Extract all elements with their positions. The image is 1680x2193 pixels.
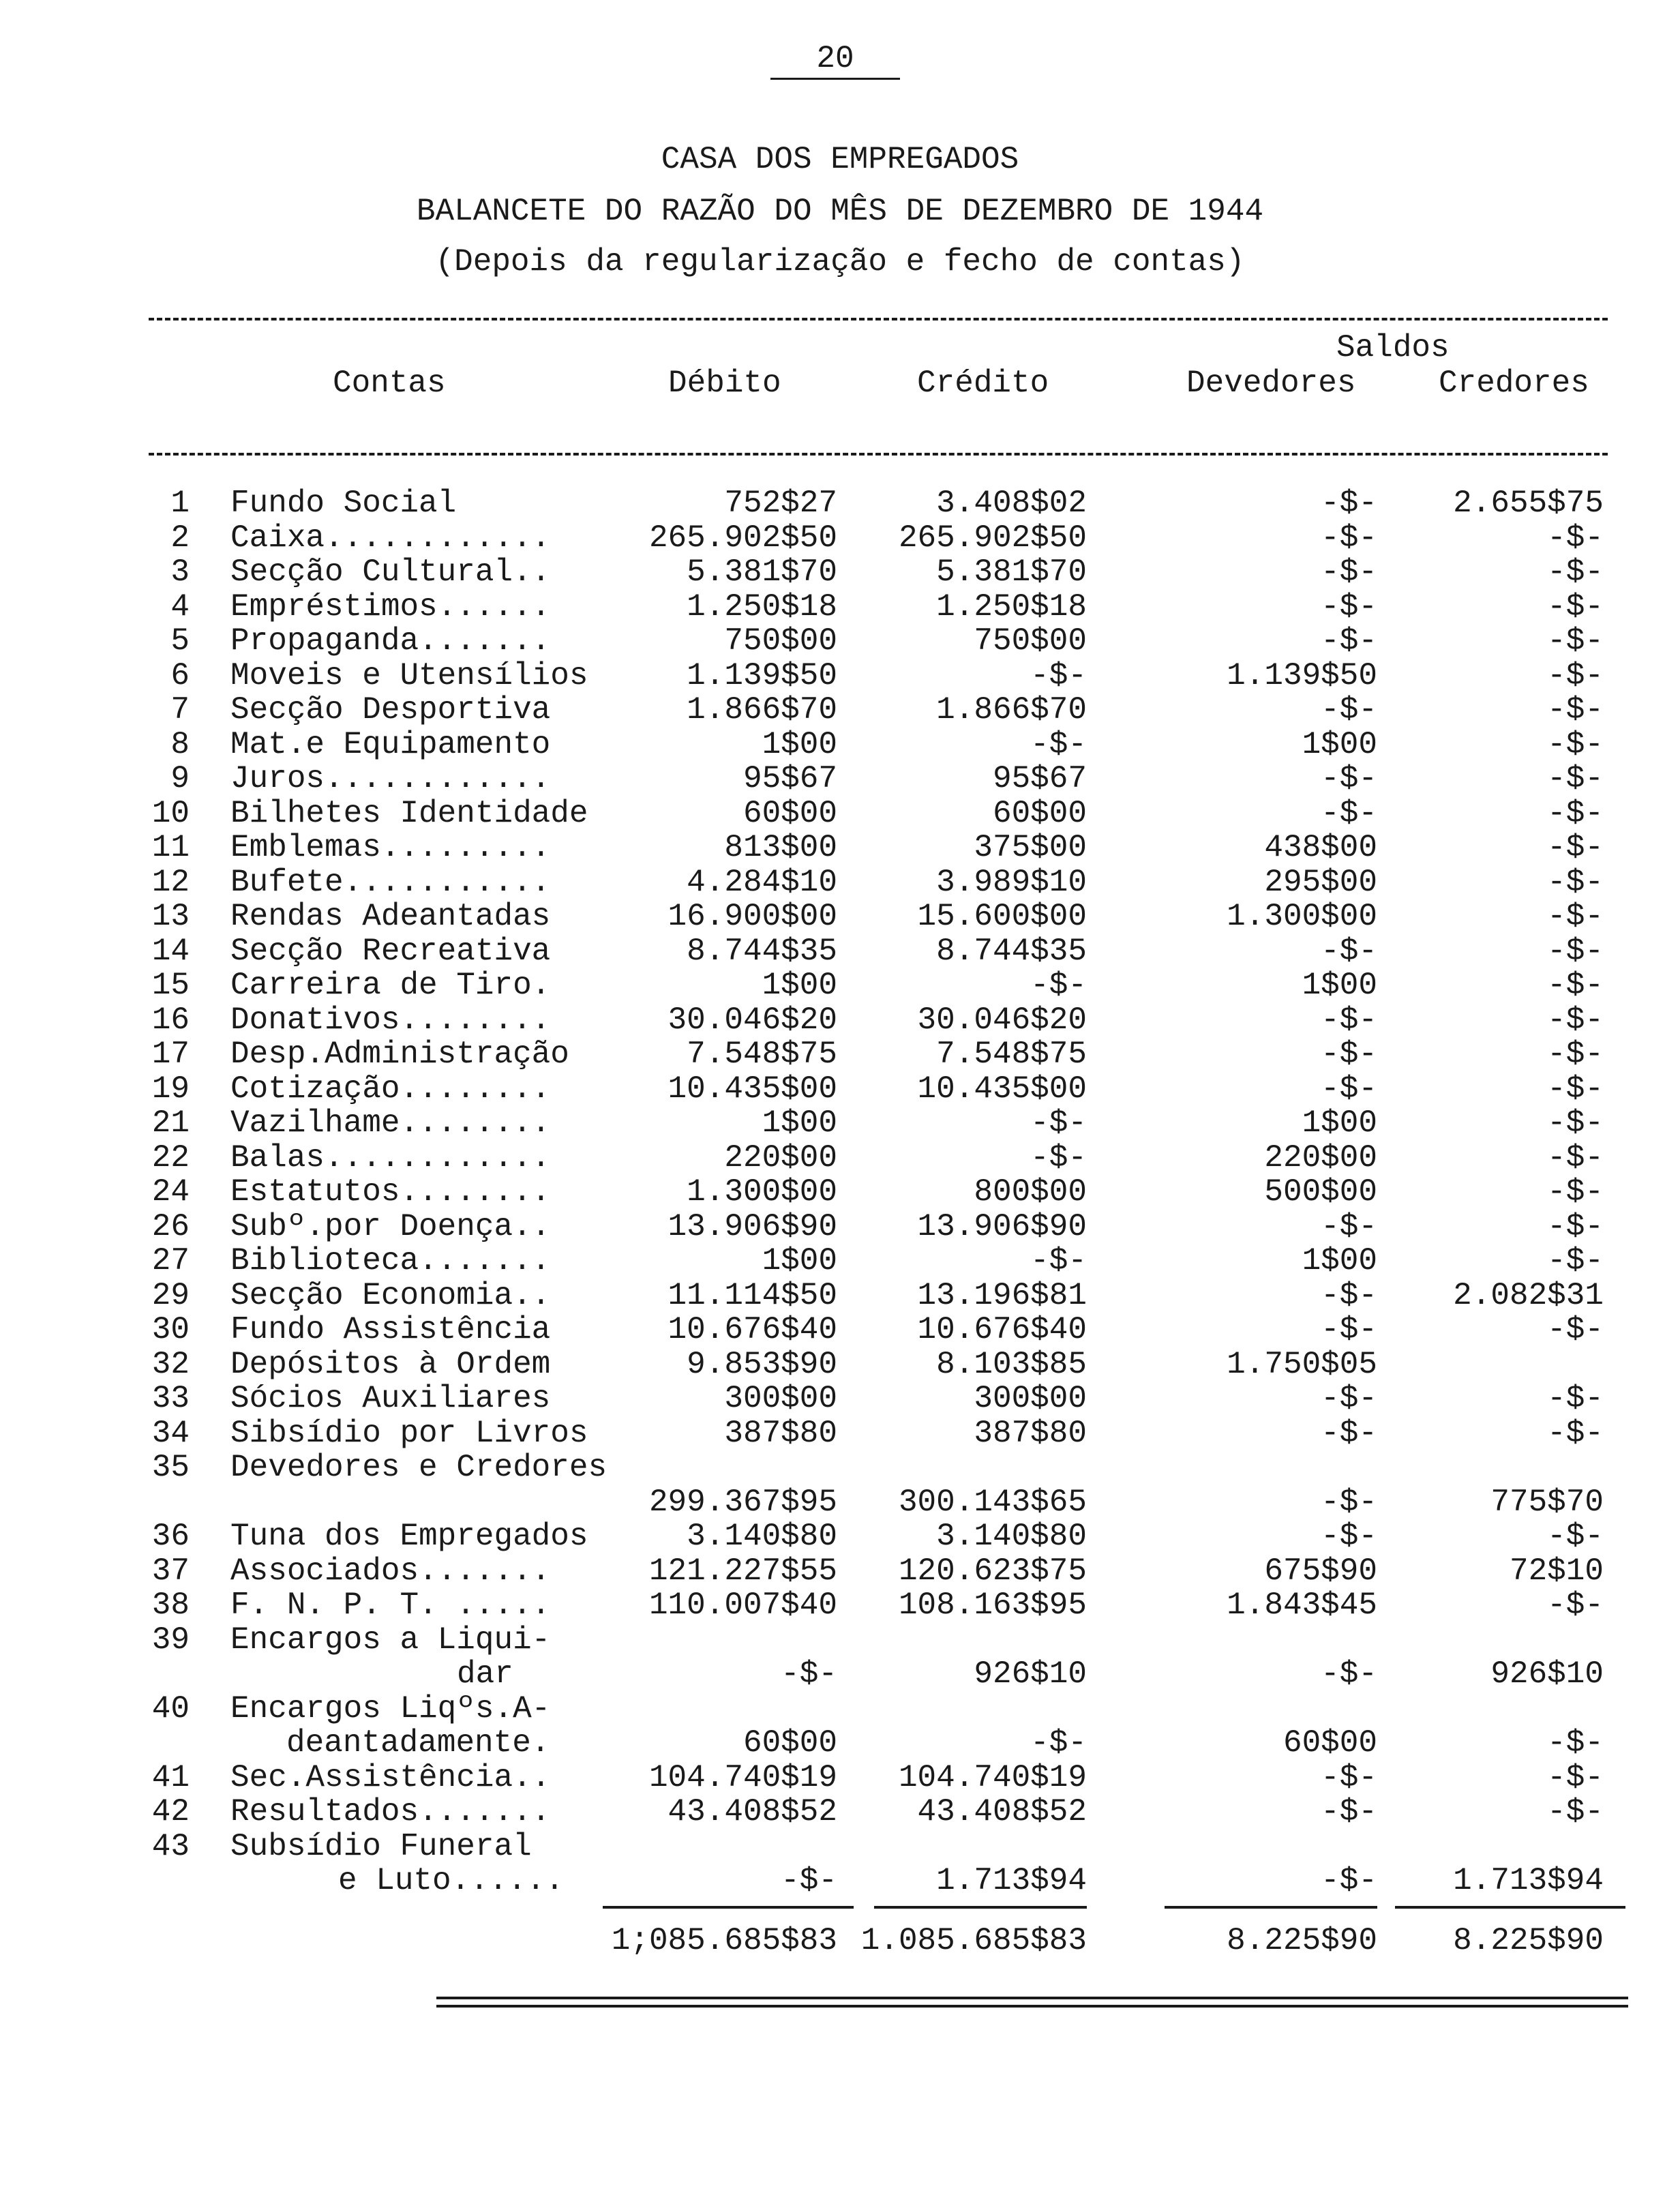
table-row [0,968,1680,1002]
debito-value: 1$00 [762,1243,837,1279]
credito-value: 15.600$00 [917,899,1087,934]
account-name: Sócios Auxiliares [230,1381,551,1416]
credito-value: 60$00 [992,795,1087,831]
credito-value: 7.548$75 [936,1036,1087,1072]
debito-value: 104.740$19 [648,1759,837,1795]
account-name: Sec.Assistência.. [230,1759,551,1795]
credito-value: 10.676$40 [917,1312,1087,1347]
page-number-underline [770,78,900,80]
saldo-credor-value: -$- [1547,1243,1604,1279]
account-number: 14 [151,933,190,969]
debito-value: 1$00 [762,968,837,1003]
table-row [0,1002,1680,1037]
table-row [0,1243,1680,1278]
credito-value: 3.408$02 [936,486,1087,521]
account-name: Vazilhame........ [230,1105,551,1141]
account-name: Donativos........ [230,1002,551,1038]
account-name: Balas............ [230,1139,551,1176]
document-note: (Depois da regularização e fecho de contas) [435,244,1245,280]
saldo-devedor-value: 1.139$50 [1227,657,1377,693]
debito-value: 750$00 [724,623,837,659]
account-number: 21 [151,1105,190,1141]
saldo-devedor-value: 1.843$45 [1227,1587,1377,1623]
credito-value: -$- [1030,1139,1087,1176]
saldo-credor-value: -$- [1547,830,1604,865]
account-number: 17 [151,1036,190,1072]
saldo-credor-value: -$- [1547,1519,1604,1554]
saldo-credor-value: -$- [1547,1002,1604,1038]
saldo-credor-value: -$- [1547,795,1604,831]
table-row [0,520,1680,555]
total-debito: 1;085.685$83 [611,1923,837,1958]
header-devedores: Devedores [1186,366,1356,401]
account-number: 3 [170,554,190,590]
header-saldos: Saldos [1336,330,1450,366]
credito-value: 43.408$52 [917,1794,1087,1830]
account-number: 32 [151,1346,190,1382]
saldo-devedor-value: 1$00 [1302,1243,1377,1279]
saldo-devedor-value: -$- [1321,795,1377,831]
account-name: Fundo Social [230,486,457,521]
saldo-credor-value: 926$10 [1490,1656,1604,1692]
saldo-credor-value: 1.713$94 [1453,1863,1604,1898]
account-name: Bufete........... [230,864,551,900]
account-number: 39 [151,1622,190,1658]
saldo-credor-value: -$- [1547,520,1604,556]
saldo-devedor-value: 1.300$00 [1227,899,1377,934]
credito-value: -$- [1030,1243,1087,1279]
debito-value: 16.900$00 [668,899,837,934]
saldo-devedor-value: -$- [1321,692,1377,728]
debito-value: 43.408$52 [668,1794,837,1830]
page-number: 20 [816,41,854,76]
saldo-devedor-value: 675$90 [1264,1553,1377,1589]
account-name: Depósitos à Ordem [230,1346,551,1382]
table-row [0,1794,1680,1829]
account-name: Emblemas......... [230,830,551,865]
debito-value: 752$27 [724,486,837,521]
account-name: Desp.Administração [230,1036,569,1072]
account-number: 8 [170,726,190,762]
table-row [0,1691,1680,1760]
debito-value: 10.676$40 [668,1312,837,1347]
account-number: 5 [170,623,190,659]
account-number: 43 [151,1828,190,1864]
saldo-devedor-value: -$- [1321,1277,1377,1313]
table-row [0,899,1680,934]
total-credores: 8.225$90 [1453,1923,1604,1958]
header-credores: Credores [1439,366,1589,401]
credito-value: 95$67 [992,761,1087,796]
account-number: 11 [151,830,190,865]
credito-value: 1.866$70 [936,692,1087,728]
saldo-credor-value: -$- [1547,1725,1604,1761]
table-row [0,1105,1680,1140]
credito-value: 750$00 [974,623,1087,659]
account-name: Propaganda....... [230,623,551,659]
saldo-credor-value: -$- [1547,968,1604,1003]
debito-value: 7.548$75 [687,1036,837,1072]
account-number: 35 [151,1450,190,1485]
account-name: Devedores e Credores [230,1450,608,1485]
credito-value: 13.196$81 [917,1277,1087,1313]
account-number: 12 [151,864,190,900]
total-devedores: 8.225$90 [1227,1923,1377,1958]
saldo-devedor-value: -$- [1321,554,1377,590]
account-name: Associados....... [230,1553,551,1589]
account-number: 41 [151,1759,190,1795]
saldo-credor-value: -$- [1547,1794,1604,1830]
saldo-devedor-value: 295$00 [1264,864,1377,900]
debito-value: 4.284$10 [687,864,837,900]
account-name: Biblioteca....... [230,1243,551,1279]
saldo-devedor-value: -$- [1321,1381,1377,1416]
saldo-devedor-value: -$- [1321,486,1377,521]
saldo-credor-value: 72$10 [1509,1553,1604,1589]
saldo-devedor-value: 60$00 [1282,1725,1377,1761]
saldo-devedor-value: -$- [1321,1208,1377,1244]
saldo-credor-value: -$- [1547,1381,1604,1416]
account-number: 33 [151,1381,190,1416]
account-name: Juros............ [230,761,551,796]
account-name-continuation: dar [457,1656,513,1692]
table-row [0,589,1680,624]
debito-value: -$- [781,1656,837,1692]
saldo-credor-value: -$- [1547,899,1604,934]
debito-value: 265.902$50 [648,520,837,556]
saldo-devedor-value: -$- [1321,1312,1377,1347]
debito-value: 10.435$00 [668,1071,837,1107]
table-row [0,1760,1680,1795]
saldo-devedor-value: 1$00 [1302,968,1377,1003]
credito-value: 120.623$75 [898,1553,1087,1589]
sum-rule-debito [603,1906,854,1909]
credito-value: -$- [1030,726,1087,762]
saldo-devedor-value: -$- [1321,1519,1377,1554]
account-number: 1 [170,486,190,521]
table-row [0,1829,1680,1898]
debito-value: 300$00 [724,1381,837,1416]
saldo-devedor-value: -$- [1321,623,1377,659]
saldo-credor-value: -$- [1547,726,1604,762]
account-number: 34 [151,1415,190,1451]
account-name: Encargos Liqºs.A- [230,1690,551,1727]
debito-value: 60$00 [742,1725,837,1761]
credito-value: 1.250$18 [936,588,1087,625]
credito-value: 8.744$35 [936,933,1087,969]
account-name: Subsídio Funeral [230,1828,532,1864]
saldo-credor-value: -$- [1547,1105,1604,1141]
saldo-credor-value: -$- [1547,1036,1604,1072]
debito-value: 1.300$00 [687,1174,837,1210]
table-row [0,865,1680,899]
saldo-credor-value: 2.082$31 [1453,1277,1604,1313]
debito-value: 1$00 [762,1105,837,1141]
debito-value: 1.139$50 [687,657,837,693]
saldo-devedor-value: -$- [1321,761,1377,796]
account-name: Caixa............ [230,520,551,556]
debito-value: 110.007$40 [648,1587,837,1623]
credito-value: 265.902$50 [898,520,1087,556]
saldo-devedor-value: -$- [1321,1484,1377,1520]
table-row [0,554,1680,589]
saldo-credor-value: -$- [1547,692,1604,728]
account-number: 24 [151,1174,190,1210]
saldo-devedor-value: -$- [1321,1656,1377,1692]
debito-value: 220$00 [724,1139,837,1176]
table-row [0,1381,1680,1416]
table-row [0,1140,1680,1175]
saldo-devedor-value: -$- [1321,1071,1377,1107]
debito-value: 8.744$35 [687,933,837,969]
saldo-devedor-value: -$- [1321,933,1377,969]
saldo-credor-value: -$- [1547,933,1604,969]
account-number: 15 [151,968,190,1003]
saldo-credor-value: -$- [1547,1139,1604,1176]
table-row [0,1519,1680,1553]
account-name-continuation: deantadamente. [286,1725,550,1761]
account-number: 30 [151,1312,190,1347]
sum-rule-devedores [1165,1906,1377,1909]
account-name: Moveis e Utensílios [230,657,588,693]
account-number: 37 [151,1553,190,1589]
credito-value: 3.140$80 [936,1519,1087,1554]
account-name: Estatutos........ [230,1174,551,1210]
saldo-devedor-value: -$- [1321,588,1377,625]
account-name: Subº.por Doença.. [230,1208,551,1244]
credito-value: 30.046$20 [917,1002,1087,1038]
double-rule-top [436,1997,1628,1999]
saldo-credor-value: -$- [1547,623,1604,659]
saldo-credor-value: -$- [1547,588,1604,625]
credito-value: 3.989$10 [936,864,1087,900]
total-credito: 1.085.685$83 [860,1923,1087,1958]
account-name: Cotização........ [230,1071,551,1107]
table-row [0,1450,1680,1519]
credito-value: 300.143$65 [898,1484,1087,1520]
account-number: 38 [151,1587,190,1623]
saldo-credor-value: -$- [1547,1759,1604,1795]
account-name: Resultados....... [230,1794,551,1830]
credito-value: 108.163$95 [898,1587,1087,1623]
account-name: Fundo Assistência [230,1312,551,1347]
account-name: Rendas Adeantadas [230,899,551,934]
debito-value: 9.853$90 [687,1346,837,1382]
table-row [0,727,1680,762]
document-subtitle: BALANCETE DO RAZÃO DO MÊS DE DEZEMBRO DE 1944 [416,194,1264,229]
account-number: 29 [151,1277,190,1313]
account-name-continuation: e Luto...... [338,1863,565,1898]
credito-value: 13.906$90 [917,1208,1087,1244]
account-number: 10 [151,795,190,831]
credito-value: 926$10 [974,1656,1087,1692]
credito-value: 387$80 [974,1415,1087,1451]
saldo-devedor-value: -$- [1321,1759,1377,1795]
saldo-devedor-value: 1$00 [1302,1105,1377,1141]
account-number: 4 [170,588,190,625]
sum-rule-credores [1395,1906,1625,1909]
debito-value: 30.046$20 [668,1002,837,1038]
credito-value: -$- [1030,657,1087,693]
table-row [0,692,1680,727]
account-name: Tuna dos Empregados [230,1519,588,1554]
account-number: 7 [170,692,190,728]
account-name: Secção Desportiva [230,692,551,728]
account-name: Bilhetes Identidade [230,795,588,831]
credito-value: 5.381$70 [936,554,1087,590]
debito-value: 5.381$70 [687,554,837,590]
table-row [0,830,1680,865]
table-row [0,1587,1680,1622]
saldo-devedor-value: -$- [1321,520,1377,556]
saldo-devedor-value: 1$00 [1302,726,1377,762]
account-number: 19 [151,1071,190,1107]
table-row [0,1622,1680,1691]
account-number: 27 [151,1243,190,1279]
credito-value: 800$00 [974,1174,1087,1210]
table-row [0,796,1680,831]
table-row [0,1071,1680,1106]
account-name: Carreira de Tiro. [230,968,551,1003]
saldo-devedor-value: 438$00 [1264,830,1377,865]
table-row [0,934,1680,968]
debito-value: 387$80 [724,1415,837,1451]
saldo-credor-value: 2.655$75 [1453,486,1604,521]
table-row [0,1416,1680,1450]
credito-value: -$- [1030,1105,1087,1141]
debito-value: 1$00 [762,726,837,762]
account-number: 22 [151,1139,190,1176]
table-row [0,1347,1680,1382]
account-name: Empréstimos...... [230,588,551,625]
account-name: Secção Cultural.. [230,554,551,590]
credito-value: 1.713$94 [936,1863,1087,1898]
table-row [0,658,1680,693]
header-top-rule [149,318,1608,320]
debito-value: 3.140$80 [687,1519,837,1554]
saldo-credor-value: -$- [1547,1071,1604,1107]
debito-value: 1.250$18 [687,588,837,625]
debito-value: 299.367$95 [648,1484,837,1520]
account-name: Sibsídio por Livros [230,1415,588,1451]
account-number: 9 [170,761,190,796]
saldo-devedor-value: 1.750$05 [1227,1346,1377,1382]
debito-value: 813$00 [724,830,837,865]
account-number: 26 [151,1208,190,1244]
table-row [0,761,1680,796]
account-number: 16 [151,1002,190,1038]
double-rule-bottom [436,2005,1628,2008]
saldo-credor-value: 775$70 [1490,1484,1604,1520]
saldo-credor-value: -$- [1547,1174,1604,1210]
credito-value: 300$00 [974,1381,1087,1416]
credito-value: 104.740$19 [898,1759,1087,1795]
saldo-devedor-value: -$- [1321,1415,1377,1451]
header-debito: Débito [668,366,781,401]
table-row [0,1278,1680,1313]
credito-value: -$- [1030,968,1087,1003]
account-number: 6 [170,657,190,693]
debito-value: 13.906$90 [668,1208,837,1244]
debito-value: 1.866$70 [687,692,837,728]
table-row [0,1209,1680,1244]
table-row [0,486,1680,520]
account-name: Secção Recreativa [230,933,551,969]
saldo-devedor-value: -$- [1321,1002,1377,1038]
document-title: CASA DOS EMPREGADOS [661,142,1019,177]
table-row [0,623,1680,658]
saldo-credor-value: -$- [1547,1587,1604,1623]
credito-value: 8.103$85 [936,1346,1087,1382]
saldo-credor-value: -$- [1547,657,1604,693]
saldo-credor-value: -$- [1547,1415,1604,1451]
saldo-credor-value: -$- [1547,1312,1604,1347]
account-number: 2 [170,520,190,556]
saldo-devedor-value: -$- [1321,1794,1377,1830]
debito-value: 60$00 [742,795,837,831]
debito-value: 11.114$50 [668,1277,837,1313]
table-row [0,1036,1680,1071]
account-name: Secção Economia.. [230,1277,551,1313]
saldo-credor-value: -$- [1547,554,1604,590]
table-row [0,1553,1680,1588]
account-name: Mat.e Equipamento [230,726,551,762]
saldo-devedor-value: -$- [1321,1036,1377,1072]
account-number: 13 [151,899,190,934]
account-number: 40 [151,1690,190,1727]
table-row [0,1312,1680,1347]
saldo-devedor-value: -$- [1321,1863,1377,1898]
debito-value: 121.227$55 [648,1553,837,1589]
account-name: F. N. P. T. ..... [230,1587,551,1623]
debito-value: -$- [781,1863,837,1898]
credito-value: 375$00 [974,830,1087,865]
saldo-credor-value: -$- [1547,1208,1604,1244]
header-bottom-rule [149,453,1608,456]
saldo-devedor-value: 500$00 [1264,1174,1377,1210]
saldo-devedor-value: 220$00 [1264,1139,1377,1176]
saldo-credor-value: -$- [1547,864,1604,900]
account-name: Encargos a Liqui- [230,1622,551,1658]
sum-rule-credito [874,1906,1087,1909]
credito-value: 10.435$00 [917,1071,1087,1107]
header-credito: Crédito [917,366,1049,401]
debito-value: 95$67 [742,761,837,796]
credito-value: -$- [1030,1725,1087,1761]
saldo-credor-value: -$- [1547,761,1604,796]
account-number: 36 [151,1519,190,1554]
header-contas: Contas [333,366,446,401]
account-number: 42 [151,1794,190,1830]
table-row [0,1174,1680,1209]
